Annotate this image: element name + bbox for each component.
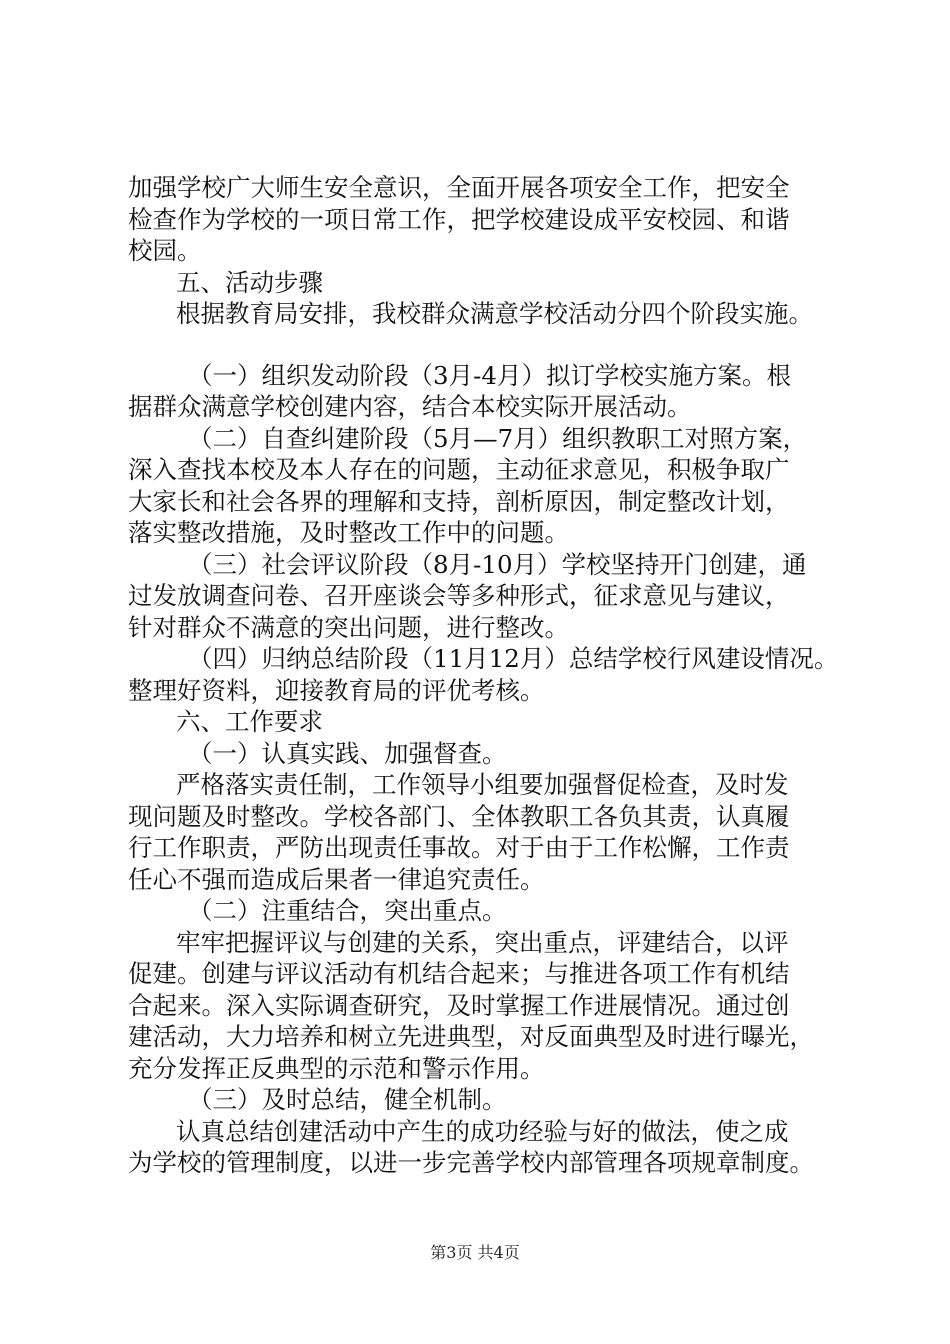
text-line: 任心不强而造成后果者一律追究责任。	[128, 864, 545, 894]
text-line: 牢牢把握评议与创建的关系，突出重点，评建结合，以评	[176, 927, 789, 957]
text-line: 合起来。深入实际调查研究，及时掌握工作进展情况。通过创	[128, 990, 790, 1020]
text-line: 为学校的管理制度，以进一步完善学校内部管理各项规章制度。	[128, 1148, 814, 1177]
text-line: 认真总结创建活动中产生的成功经验与好的做法，使之成	[176, 1116, 789, 1146]
text-line: （一）组织发动阶段（3月-4月）拟订学校实施方案。根	[188, 360, 791, 390]
section-heading: 六、工作要求	[176, 707, 323, 736]
text-line: 根据教育局安排，我校群众满意学校活动分四个阶段实施。	[176, 299, 813, 328]
text-line: 现问题及时整改。学校各部门、全体教职工各负其责，认真履	[128, 801, 790, 831]
text-line: （二）自查纠建阶段（5月—7月）组织教职工对照方案，	[188, 423, 808, 453]
text-line: 加强学校广大师生安全意识，全面开展各项安全工作，把安全	[128, 173, 790, 202]
text-line: 大家长和社会各界的理解和支持，剖析原因，制定整改计划，	[128, 486, 790, 516]
text-line: 据群众满意学校创建内容，结合本校实际开展活动。	[128, 392, 692, 421]
text-line: 促建。创建与评议活动有机结合起来；与推进各项工作有机结	[128, 959, 790, 988]
text-line: 行工作职责，严防出现责任事故。对于由于工作松懈，工作责	[128, 833, 790, 862]
subsection-heading: （二）注重结合，突出重点。	[188, 896, 507, 925]
text-line: 针对群众不满意的突出问题，进行整改。	[128, 612, 569, 642]
subsection-heading: （三）及时总结，健全机制。	[188, 1085, 507, 1114]
text-line: 检查作为学校的一项日常工作，把学校建设成平安校园、和谐	[128, 204, 790, 234]
section-heading: 五、活动步骤	[176, 267, 323, 297]
text-line: 整理好资料，迎接教育局的评优考核。	[128, 675, 545, 705]
text-line: 严格落实责任制，工作领导小组要加强督促检查，及时发	[176, 770, 789, 799]
subsection-heading: （一）认真实践、加强督查。	[188, 738, 507, 768]
page-number-footer: 第3页 共4页	[430, 1243, 520, 1262]
text-line: （四）归纳总结阶段（11月12月）总结学校行风建设情况。	[188, 644, 839, 673]
text-line: 校园。	[128, 236, 202, 265]
text-line: 深入查找本校及本人存在的问题，主动征求意见，积极争取广	[128, 455, 790, 484]
text-line: 落实整改措施，及时整改工作中的问题。	[128, 518, 569, 547]
text-line: （三）社会评议阶段（8月-10月）学校坚持开门创建，通	[188, 549, 807, 579]
text-line: 建活动，大力培养和树立先进典型，对反面典型及时进行曝光，	[128, 1022, 814, 1051]
text-line: 充分发挥正反典型的示范和警示作用。	[128, 1053, 545, 1083]
text-line: 过发放调查问卷、召开座谈会等多种形式，征求意见与建议，	[128, 581, 790, 610]
document-body	[128, 172, 839, 1179]
